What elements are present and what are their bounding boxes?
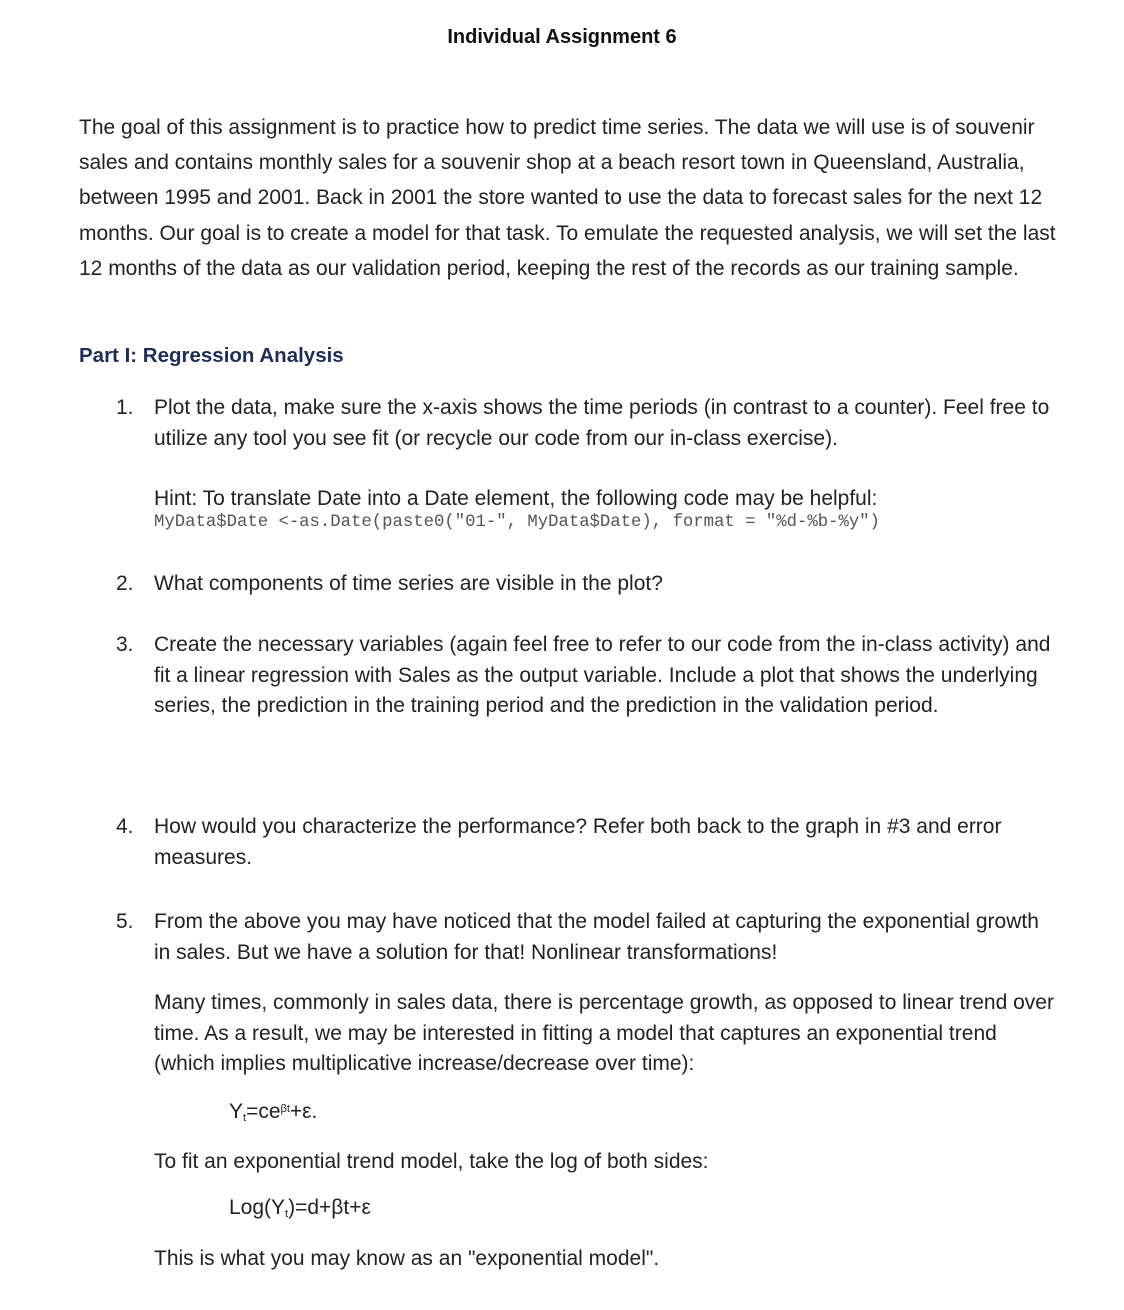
item-4-text: How would you characterize the performance? Refer both back to the graph in #3 and error measures. [154, 815, 1002, 869]
document-title: Individual Assignment 6 [447, 26, 677, 48]
item-5-number: 5. [116, 910, 134, 933]
intro-paragraph: The goal of this assignment is to practice how to predict time series. The data we will use is of souvenir sales and contains monthly sales for a souvenir shop at a beach resort town in Queensland, Australia, between 1995 and 2001. Back in 2001 the store wanted to use the data to forecast sales for the next 12 months. Our goal is to create a model for that task. To emulate the requested analysis, we will set the last 12 months of the data as our validation period, keeping the rest of the records as our training sample. [79, 116, 1056, 280]
code-snippet: MyData$Date <-as.Date(paste0("01-", MyData$Date), format = "%d-%b-%y") [154, 513, 880, 532]
item-2-number: 2. [116, 572, 134, 595]
item-3-text: Create the necessary variables (again feel free to refer to our code from the in-class activity) and fit a linear regression with Sales as the output variable. Include a plot that shows the underlying series, the prediction in the training period and the prediction in the validation period. [154, 633, 1051, 717]
item-4-number: 4. [116, 815, 134, 838]
item-3-number: 3. [116, 633, 134, 656]
log-intro-text: To fit an exponential trend model, take the log of both sides: [154, 1150, 709, 1173]
item-2-text: What components of time series are visible in the plot? [154, 572, 663, 595]
item-5-paragraph: Many times, commonly in sales data, there is percentage growth, as opposed to linear trend over time. As a result, we may be interested in fitting a model that captures an exponential trend (which implies multiplicative increase/decrease over time): [154, 991, 1054, 1075]
item-1-number: 1. [116, 396, 134, 419]
item-1-text: Plot the data, make sure the x-axis shows the time periods (in contrast to a counter). Feel free to utilize any tool you see fit (or recycle our code from our in-class exercise). [154, 396, 1050, 450]
closing-text: This is what you may know as an "exponential model". [154, 1247, 660, 1270]
exponential-formula: $Y_t=ce^{\beta t}+\varepsilon$. [229, 1100, 318, 1124]
log-formula: $Log(Y_t)=d+\beta t+\varepsilon$ [229, 1196, 371, 1220]
hint-text: Hint: To translate Date into a Date element, the following code may be helpful: [154, 487, 878, 510]
item-5-text: From the above you may have noticed that the model failed at capturing the exponential growth in sales. But we have a solution for that! Nonlinear transformations! [154, 910, 1039, 964]
part-heading: Part I: Regression Analysis [79, 344, 344, 367]
